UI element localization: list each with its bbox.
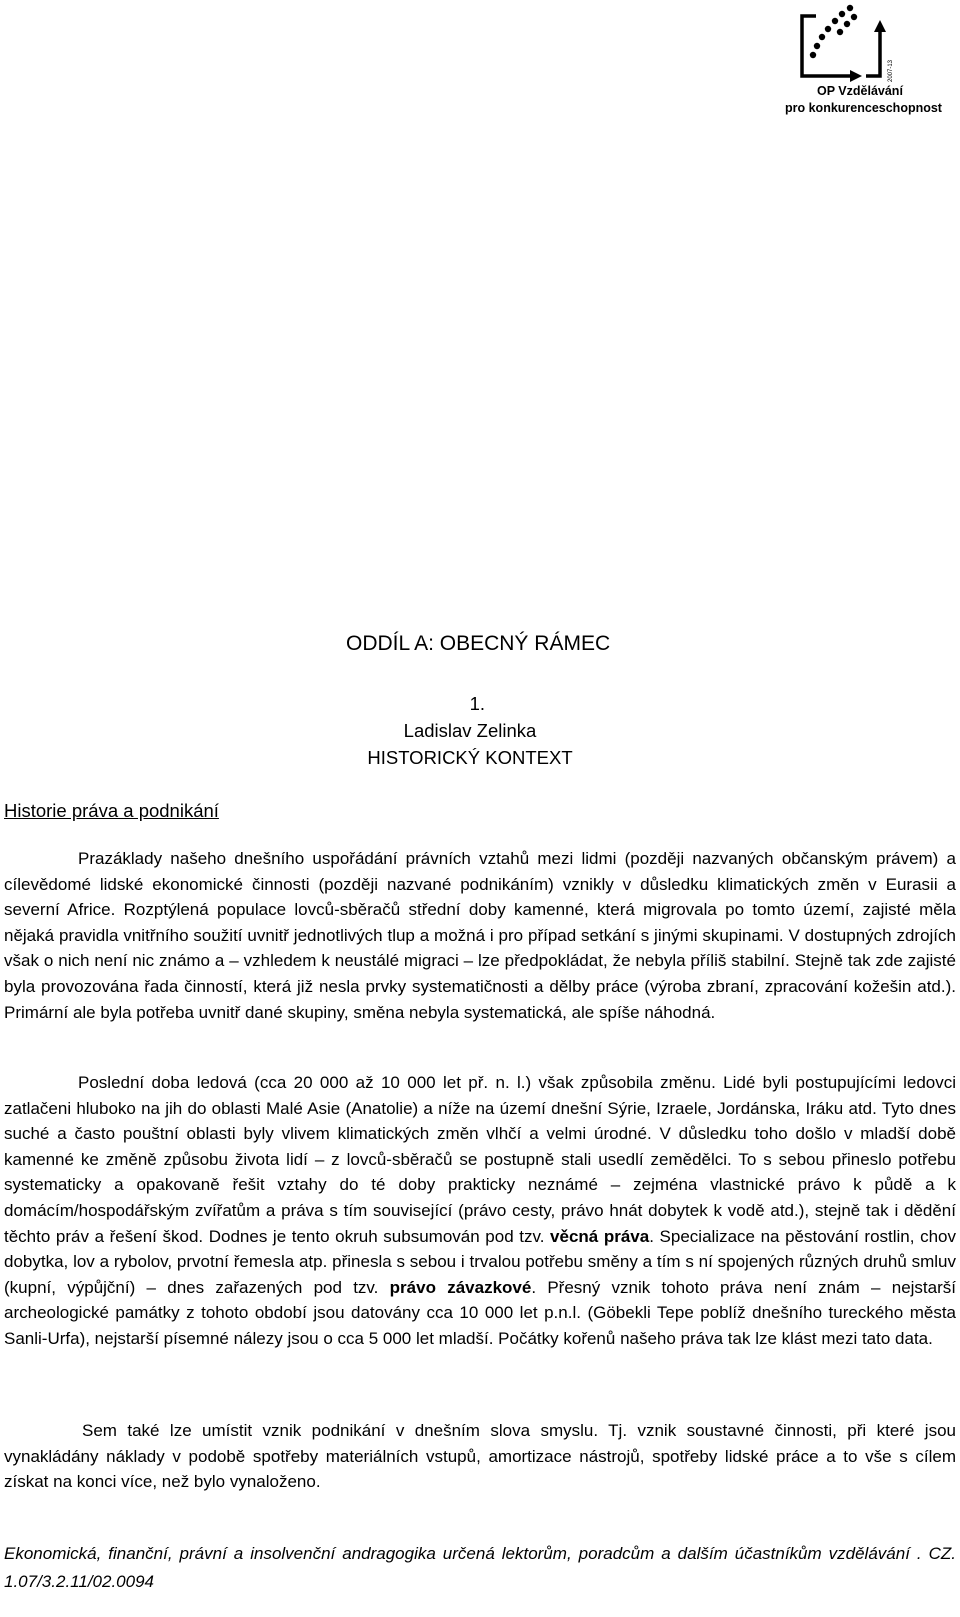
term-vecna-prava: věcná práva — [550, 1226, 650, 1246]
logo-years: 2007-13 — [888, 59, 894, 82]
paragraph-1-text: Prazáklady našeho dnešního uspořádání právních vztahů mezi lidmi (později nazvaných občanským právem) a cílevědomé lidské ekonomické činnosti (později nazvané podnikáním) vznikly v důsledku klimatických změn v Eurasii a severní Africe. Rozptýlená populace lovců-sběračů střední doby kamenné, která migrovala po tomto území, zajisté měla nějaká pravidla vnitřního soužití uvnitř jednotlivých tlup a možná i pro případ setkání s jinými skupinami. V dostupných zdrojích však o nich není nic známo a – vzhledem k neustálé migraci – lze předpokládat, že nebyla příliš stabilní. Stejně tak zde zajisté byla provozována řada činností, která již nesla prvky systematičnosti a dělby práce (výroba zbraní, zpracování kožešin atd.). Primární ale byla potřeba uvnitř dané skupiny, směna nebyla systematická, ale spíše náhodná. — [4, 849, 956, 1022]
paragraph-2-text-a: Poslední doba ledová (cca 20 000 až 10 000 let př. n. l.) však způsobila změnu. Lidé byli postupujícími ledovci zatlačeni hluboko na jih do oblasti Malé Asie (Anatolie) a níže na území dnešní Sýrie, Izraele, Jordánska, Iráku atd. Tyto dnes suché a často pouštní oblasti byly vlivem klimatických změn vlhčí a velmi úrodné. V důsledku toho došlo v mladší době kamenné ke změně způsobu života lidí – z lovců-sběračů se postupně stali usedlí zemědělci. To s sebou přineslo potřebu systematicky a opakovaně řešit vztahy do té doby prakticky neznámé – zejména vlastnické právo k půdě a k domácím/hospodářským zvířatům a práva s tím související (právo cesty, právo hnát dobytek k vodě atd.), stejně tak i dědění těchto práv a řešení škod. Dodnes je tento okruh subsumován pod tzv. — [4, 1073, 956, 1246]
chapter-block — [300, 690, 640, 771]
paragraph-1 — [4, 846, 956, 1025]
paragraph-2-text-c: . Specializace na pěstování rostlin, chov dobytka, lov a rybolov, prvotní řemesla atp. přinesla s sebou i trvalou potřebu směny a tím s ní spojených různých druhů smluv (kupní, výpůjční) – dnes zařazených pod tzv. — [4, 1226, 957, 1297]
logo-dots-icon — [810, 5, 857, 58]
paragraph-3 — [4, 1418, 956, 1495]
paragraph-2 — [4, 1070, 956, 1352]
logo-line2: pro konkurenceschopnost — [785, 101, 942, 115]
term-pravo-zavazkove: právo závazkové — [389, 1277, 532, 1297]
logo-line1: OP Vzdělávání — [817, 84, 903, 98]
paragraph-3-text: Sem také lze umístit vznik podnikání v dnešním slova smyslu. Tj. vznik soustavné činnosti, při které jsou vynakládány náklady v podobě spotřeby materiálních vstupů, amortizace nástrojů, spotřeby lidské práce a to vše s cílem získat na konci více, než bylo vynaloženo. — [4, 1421, 956, 1492]
section-heading: ODDÍL A: OBECNÝ RÁMEC — [346, 632, 611, 655]
subsection-title: Historie práva a podnikání — [4, 800, 219, 821]
chapter-number: 1. — [469, 693, 485, 714]
logo-frame-icon — [802, 16, 880, 76]
chapter-title: HISTORICKÝ KONTEXT — [367, 747, 573, 768]
page-footer: Ekonomická, finanční, právní a insolvenční andragogika určená lektorům, poradcům a dalším účastníkům vzdělávání . CZ. 1.07/3.2.11/02.0094 — [4, 1544, 956, 1591]
paragraph-2-text-e: . Přesný vznik tohoto práva není znám – nejstarší archeologické památky z tohoto období jsou datovány cca 10 000 let p.n.l. (Göbekli Tepe poblíž dnešního tureckého města Sanli-Urfa), nejstarší písemné nálezy jsou o cca 5 000 let mladší. Počátky kořenů našeho práva tak lze klást mezi tato data. — [4, 1277, 956, 1348]
chapter-author: Ladislav Zelinka — [403, 720, 537, 741]
